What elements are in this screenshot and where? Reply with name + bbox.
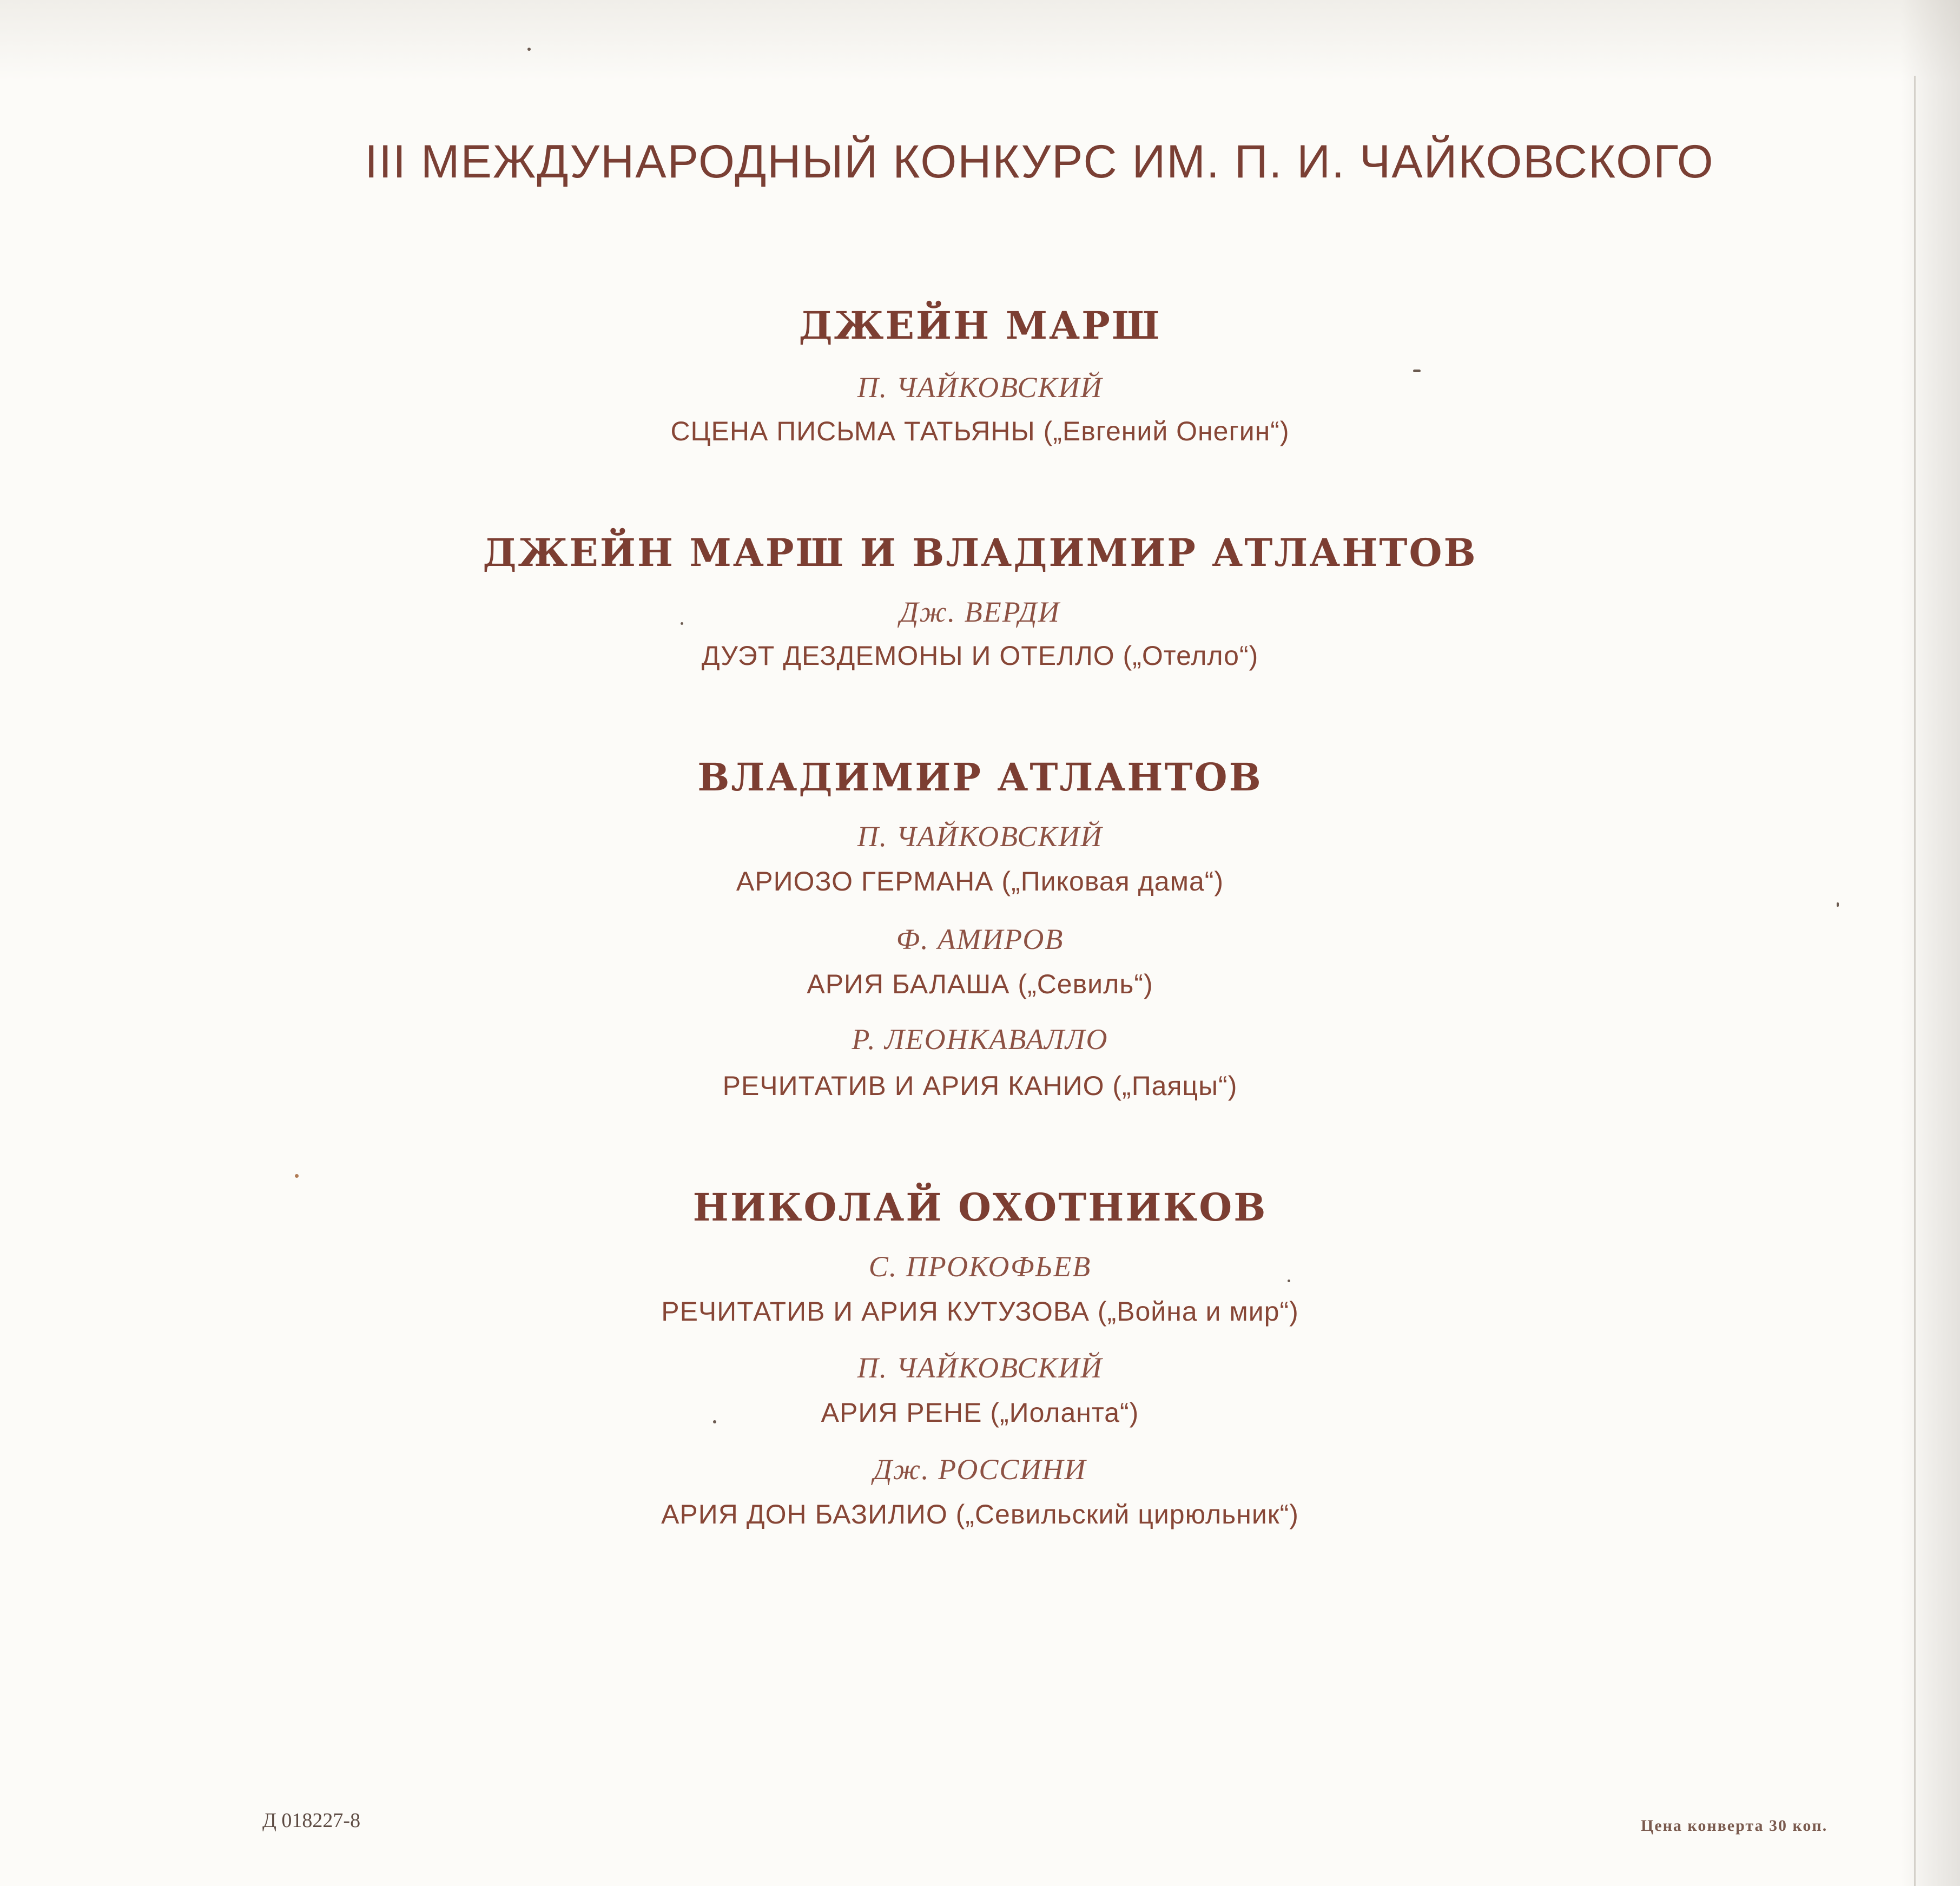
composer-name: П. ЧАЙКОВСКИЙ [857, 1351, 1103, 1384]
scan-speck [1288, 1280, 1290, 1282]
work-title: АРИЯ БАЛАША („Севиль“) [807, 969, 1153, 999]
performer-heading: ДЖЕЙН МАРШ И ВЛАДИМИР АТЛАНТОВ [483, 530, 1477, 575]
scan-speck [713, 1420, 716, 1423]
scan-speck [681, 622, 683, 625]
performer-heading: ВЛАДИМИР АТЛАНТОВ [697, 755, 1263, 800]
scan-speck [1413, 370, 1421, 372]
scan-speck [295, 1174, 299, 1178]
composer-name: Дж. ВЕРДИ [900, 596, 1060, 628]
work-title: АРИЯ РЕНЕ („Иоланта“) [821, 1397, 1139, 1428]
composer-name: Дж. РОССИНИ [873, 1453, 1087, 1486]
work-title: РЕЧИТАТИВ И АРИЯ КАНИО („Паяцы“) [722, 1071, 1238, 1101]
catalog-number: Д 018227-8 [262, 1809, 361, 1832]
composer-name: П. ЧАЙКОВСКИЙ [857, 820, 1103, 853]
work-title: РЕЧИТАТИВ И АРИЯ КУТУЗОВА („Война и мир“) [661, 1296, 1299, 1327]
sleeve-price: Цена конверта 30 коп. [1641, 1817, 1828, 1835]
composer-name: Ф. АМИРОВ [896, 923, 1064, 955]
page-title: III МЕЖДУНАРОДНЫЙ КОНКУРС ИМ. П. И. ЧАЙКОВСКОГО [365, 136, 1714, 188]
composer-name: П. ЧАЙКОВСКИЙ [857, 371, 1103, 404]
work-title: ДУЭТ ДЕЗДЕМОНЫ И ОТЕЛЛО („Отелло“) [701, 641, 1259, 671]
work-title: АРИОЗО ГЕРМАНА („Пиковая дама“) [736, 866, 1224, 896]
performer-heading: НИКОЛАЙ ОХОТНИКОВ [692, 1185, 1268, 1230]
sleeve-top-fold [0, 0, 1960, 81]
work-title: СЦЕНА ПИСЬМА ТАТЬЯНЫ („Евгений Онегин“) [670, 416, 1290, 446]
composer-name: Р. ЛЕОНКАВАЛЛО [852, 1023, 1108, 1056]
performer-heading: ДЖЕЙН МАРШ [798, 303, 1162, 348]
scan-speck [527, 48, 531, 51]
work-title: АРИЯ ДОН БАЗИЛИО („Севильский цирюльник“) [661, 1499, 1299, 1529]
scan-speck [1837, 902, 1839, 907]
composer-name: С. ПРОКОФЬЕВ [868, 1250, 1092, 1283]
